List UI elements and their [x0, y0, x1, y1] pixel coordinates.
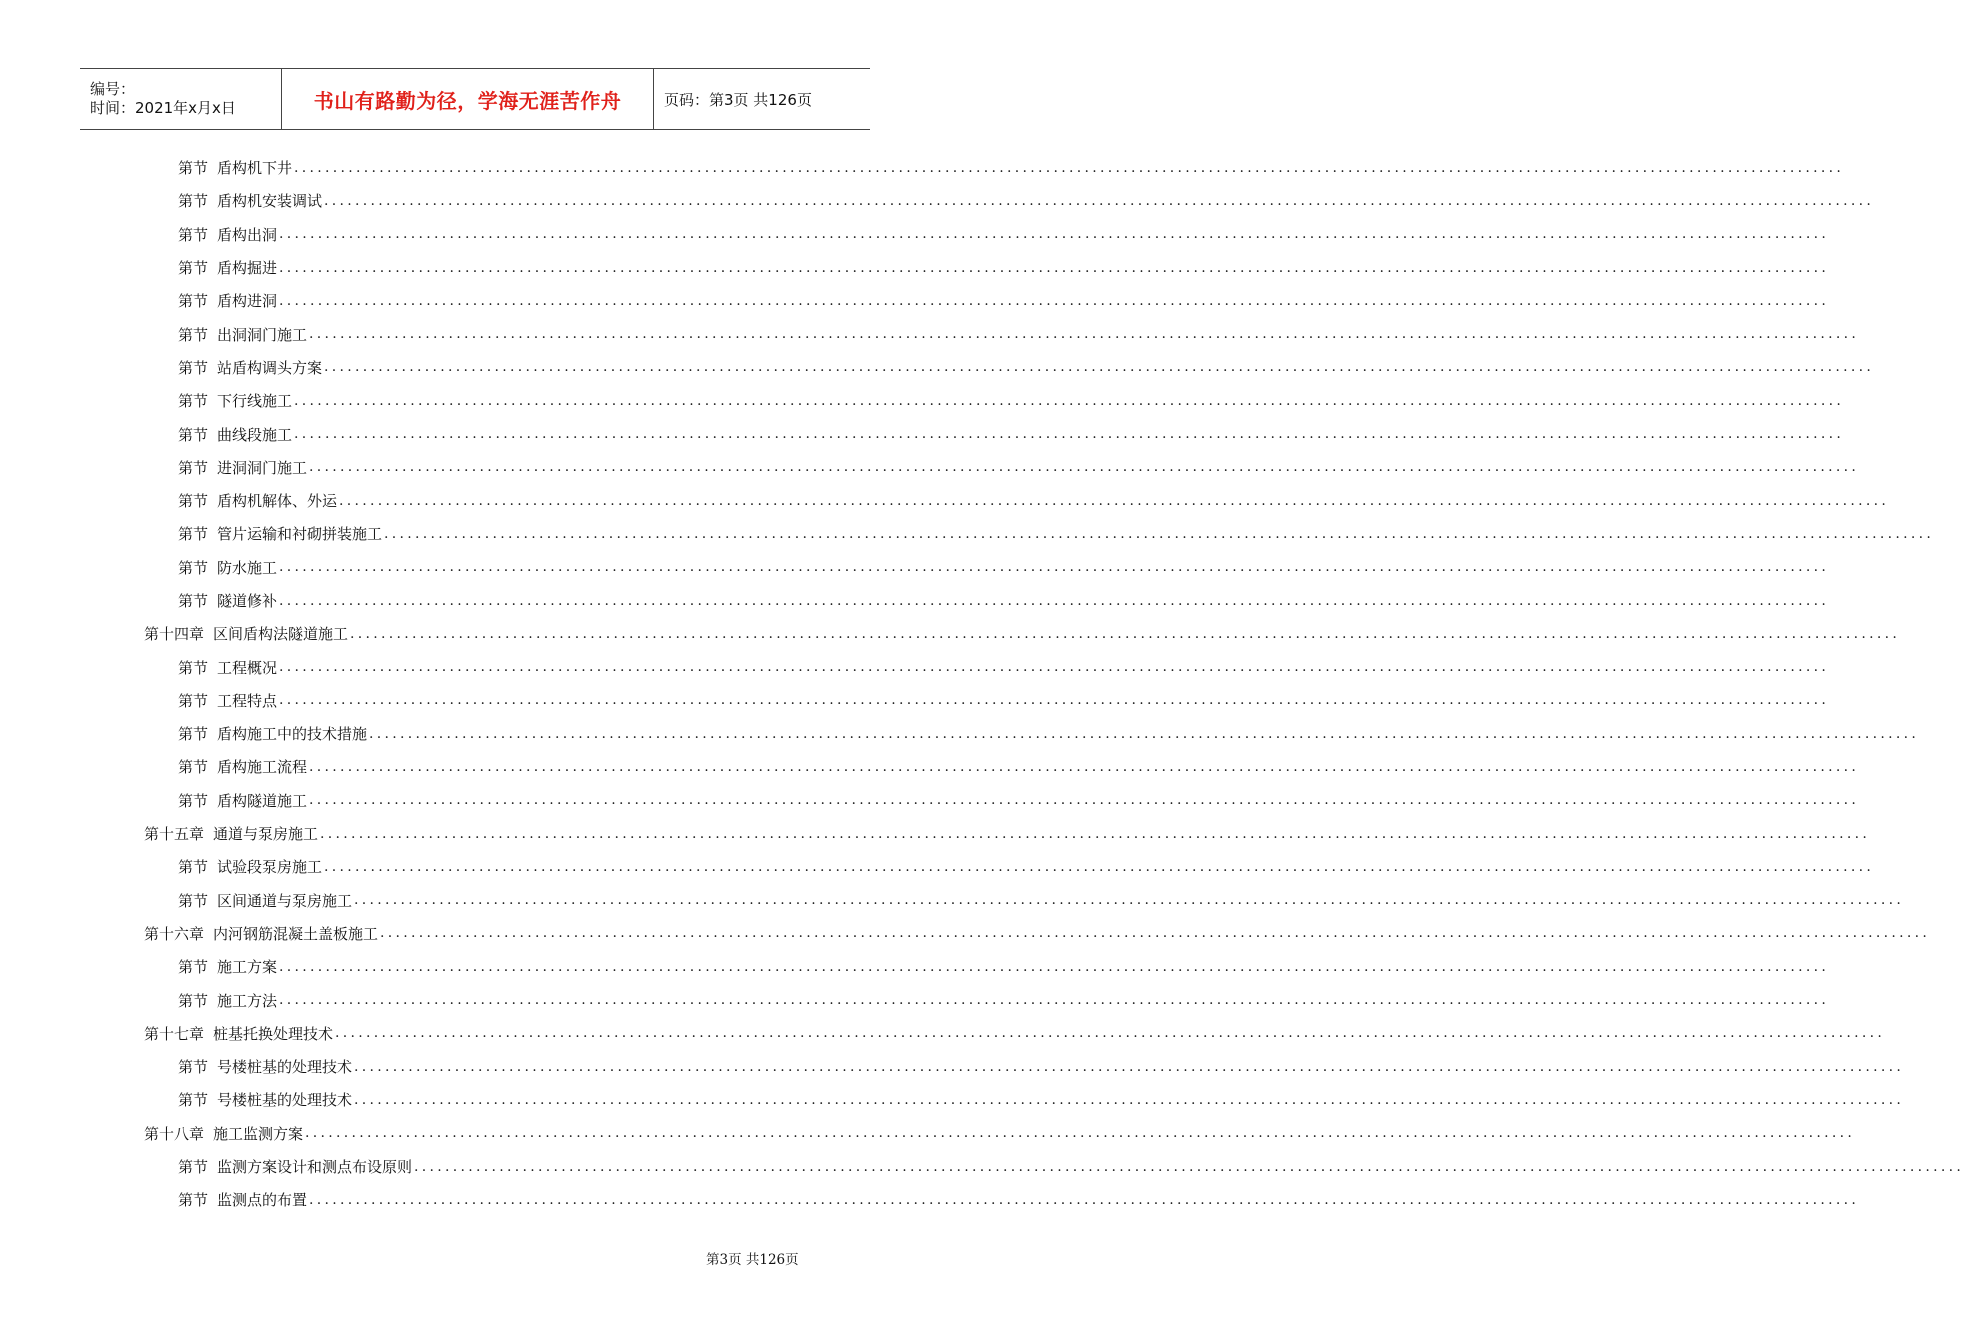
document-date: 时间：2021年x月x日 — [90, 99, 236, 117]
toc-section-entry[interactable] — [0, 950, 1830, 983]
toc-section-entry[interactable] — [0, 850, 1875, 883]
toc-entry-label — [178, 790, 309, 811]
toc-entry-title: 盾构机安装调试 — [217, 192, 323, 211]
toc-entry-number: 第节 — [178, 691, 209, 710]
toc-entry-label — [144, 823, 320, 844]
toc-chapter-entry[interactable] — [0, 1017, 1886, 1050]
toc-entry-number: 第节 — [178, 791, 209, 810]
toc-entry-number: 第节 — [178, 1091, 209, 1110]
toc-entry-title: 盾构施工中的技术措施 — [217, 725, 368, 744]
toc-leader-dots: ........................................................................................................................................................................................................ — [320, 825, 1871, 842]
toc-section-entry[interactable] — [0, 750, 1860, 783]
toc-entry-label — [178, 324, 309, 345]
toc-entry-number: 第节 — [178, 1191, 209, 1210]
toc-entry-number: 第节 — [178, 758, 209, 777]
toc-entry-number: 第节 — [178, 192, 209, 211]
toc-entry-number: 第节 — [178, 159, 209, 178]
header-page-number: 页码：第3页 共126页 — [664, 90, 812, 109]
toc-section-entry[interactable] — [0, 151, 1845, 184]
toc-entry-label — [178, 890, 354, 911]
toc-entry-title: 盾构机解体、外运 — [217, 492, 338, 511]
toc-entry-number: 第节 — [178, 259, 209, 278]
toc-leader-dots: ........................................................................................................................................................................................................ — [305, 1125, 1856, 1142]
toc-leader-dots: ........................................................................................................................................................................................................ — [279, 559, 1830, 576]
toc-entry-number: 第十五章 — [144, 825, 205, 844]
toc-leader-dots: ........................................................................................................................................................................................................ — [279, 958, 1830, 975]
toc-entry-number: 第十七章 — [144, 1024, 205, 1043]
toc-entry-label — [178, 357, 324, 378]
toc-section-entry[interactable] — [0, 1050, 1905, 1083]
toc-entry-label — [178, 723, 369, 744]
page-footer — [0, 1248, 950, 1268]
toc-entry-number: 第节 — [178, 592, 209, 610]
toc-section-entry[interactable] — [0, 284, 1830, 317]
toc-entry-number: 第节 — [178, 458, 209, 477]
toc-entry-number: 第节 — [178, 725, 209, 744]
toc-section-entry[interactable] — [0, 884, 1905, 917]
toc-entry-label — [178, 1089, 354, 1110]
toc-leader-dots: ........................................................................................................................................................................................................ — [380, 925, 1931, 942]
toc-entry-label — [178, 523, 384, 544]
toc-entry-title: 工程概况 — [217, 658, 278, 677]
toc-entry-label — [178, 657, 279, 678]
toc-chapter-entry[interactable] — [0, 617, 1901, 650]
document-number-label: 编号： — [90, 80, 136, 98]
toc-section-entry[interactable] — [0, 1150, 1964, 1183]
toc-entry-label — [144, 1023, 335, 1044]
toc-section-entry[interactable] — [0, 650, 1830, 683]
toc-entry-label — [178, 756, 309, 777]
motto-text: 书山有路勤为径，学海无涯苦作舟 — [313, 88, 622, 113]
toc-leader-dots: ........................................................................................................................................................................................................ — [279, 592, 1830, 609]
toc-section-entry[interactable] — [0, 317, 1860, 350]
toc-entry-title: 号楼桩基的处理技术 — [217, 1091, 353, 1110]
toc-entry-label — [178, 290, 279, 311]
toc-leader-dots: ........................................................................................................................................................................................................ — [309, 758, 1860, 775]
toc-entry-title: 站盾构调头方案 — [217, 358, 323, 377]
toc-leader-dots: ........................................................................................................................................................................................................ — [309, 459, 1860, 476]
toc-entry-title: 曲线段施工 — [217, 425, 293, 444]
toc-entry-title: 防水施工 — [217, 558, 278, 577]
toc-entry-title: 管片运输和衬砌拼装施工 — [217, 525, 383, 544]
toc-entry-title: 施工方法 — [217, 991, 278, 1010]
toc-entry-title: 下行线施工 — [217, 392, 293, 411]
toc-entry-title: 盾构隧道施工 — [217, 791, 308, 810]
toc-leader-dots: ........................................................................................................................................................................................................ — [354, 1058, 1905, 1075]
toc-leader-dots: ........................................................................................................................................................................................................ — [279, 259, 1830, 276]
toc-entry-number: 第十八章 — [144, 1124, 205, 1143]
toc-entry-number: 第十四章 — [144, 625, 205, 644]
toc-leader-dots: ........................................................................................................................................................................................................ — [354, 892, 1905, 909]
toc-leader-dots: ........................................................................................................................................................................................................ — [324, 858, 1875, 875]
toc-leader-dots: ........................................................................................................................................................................................................ — [279, 659, 1830, 676]
toc-section-entry[interactable] — [0, 1083, 1905, 1116]
toc-entry-label — [178, 856, 324, 877]
toc-section-entry[interactable] — [0, 584, 1830, 617]
toc-entry-label — [178, 590, 279, 611]
toc-section-entry[interactable] — [0, 251, 1830, 284]
toc-entry-label — [178, 1056, 354, 1077]
toc-leader-dots: ........................................................................................................................................................................................................ — [324, 359, 1875, 376]
toc-entry-number: 第节 — [178, 991, 209, 1010]
toc-leader-dots: ........................................................................................................................................................................................................ — [414, 1158, 1964, 1175]
toc-entry-title: 出洞洞门施工 — [217, 325, 308, 344]
toc-entry-label — [144, 1123, 305, 1144]
toc-entry-number: 第节 — [178, 325, 209, 344]
toc-leader-dots: ........................................................................................................................................................................................................ — [294, 159, 1845, 176]
toc-entry-number: 第节 — [178, 658, 209, 677]
toc-entry-title: 监测方案设计和测点布设原则 — [217, 1158, 413, 1177]
toc-entry-number: 第节 — [178, 525, 209, 544]
toc-leader-dots: ........................................................................................................................................................................................................ — [339, 492, 1890, 509]
toc-entry-label — [178, 490, 339, 511]
toc-entry-number: 第十六章 — [144, 924, 205, 943]
toc-entry-title: 内河钢筋混凝土盖板施工 — [213, 924, 379, 943]
toc-leader-dots: ........................................................................................................................................................................................................ — [369, 725, 1920, 742]
toc-entry-number: 第节 — [178, 558, 209, 577]
toc-entry-label — [178, 1189, 309, 1210]
toc-entry-label — [178, 690, 279, 711]
toc-section-entry[interactable] — [0, 484, 1890, 517]
toc-section-entry[interactable] — [0, 451, 1860, 484]
toc-entry-label — [178, 557, 279, 578]
toc-entry-title: 盾构机下井 — [217, 159, 293, 178]
toc-section-entry[interactable] — [0, 983, 1830, 1016]
toc-section-entry[interactable] — [0, 417, 1845, 450]
toc-entry-number: 第节 — [178, 1058, 209, 1077]
toc-entry-label — [178, 390, 294, 411]
toc-section-entry[interactable] — [0, 784, 1860, 817]
toc-entry-number: 第节 — [178, 225, 209, 244]
toc-entry-title: 盾构进洞 — [217, 292, 278, 311]
toc-leader-dots: ........................................................................................................................................................................................................ — [350, 625, 1901, 642]
toc-entry-label — [178, 956, 279, 977]
footer-page-number: 第3页 共126页 — [706, 1252, 799, 1268]
toc-leader-dots: ........................................................................................................................................................................................................ — [279, 292, 1830, 309]
header-meta — [80, 69, 282, 129]
toc-section-entry[interactable] — [0, 384, 1845, 417]
toc-leader-dots: ........................................................................................................................................................................................................ — [309, 792, 1860, 809]
toc-entry-number: 第节 — [178, 492, 209, 511]
header-page-info — [654, 69, 870, 129]
toc-entry-label — [178, 990, 279, 1011]
toc-entry-title: 隧道修补 — [217, 592, 278, 610]
toc-entry-title: 区间通道与泵房施工 — [217, 891, 353, 910]
toc-section-entry[interactable] — [0, 717, 1920, 750]
toc-leader-dots: ........................................................................................................................................................................................................ — [279, 992, 1830, 1009]
toc-entry-title: 监测点的布置 — [217, 1191, 308, 1210]
toc-entry-label — [178, 224, 279, 245]
toc-entry-number: 第节 — [178, 891, 209, 910]
toc-entry-title: 试验段泵房施工 — [217, 858, 323, 877]
toc-entry-title: 工程特点 — [217, 691, 278, 710]
toc-leader-dots: ........................................................................................................................................................................................................ — [324, 192, 1875, 209]
toc-entry-title: 盾构施工流程 — [217, 758, 308, 777]
toc-leader-dots: ........................................................................................................................................................................................................ — [294, 426, 1845, 443]
toc-leader-dots: ........................................................................................................................................................................................................ — [279, 692, 1830, 709]
toc-entry-title: 盾构掘进 — [217, 259, 278, 278]
toc-entry-title: 号楼桩基的处理技术 — [217, 1058, 353, 1077]
toc-entry-number: 第节 — [178, 425, 209, 444]
toc-leader-dots: ........................................................................................................................................................................................................ — [294, 392, 1845, 409]
toc-entry-title: 施工方案 — [217, 958, 278, 977]
toc-section-entry[interactable] — [0, 517, 1935, 550]
toc-entry-label — [178, 457, 309, 478]
toc-section-entry[interactable] — [0, 218, 1830, 251]
toc-section-entry[interactable] — [0, 684, 1830, 717]
toc-entry-label — [178, 190, 324, 211]
toc-entry-label — [178, 257, 279, 278]
toc-section-entry[interactable] — [0, 551, 1830, 584]
toc-entry-number: 第节 — [178, 292, 209, 311]
toc-section-entry[interactable] — [0, 1183, 1860, 1216]
table-of-contents — [0, 151, 1964, 1217]
toc-chapter-entry[interactable] — [0, 917, 1931, 950]
toc-entry-number: 第节 — [178, 392, 209, 411]
toc-entry-title: 区间盾构法隧道施工 — [213, 625, 349, 644]
toc-section-entry[interactable] — [0, 184, 1875, 217]
toc-leader-dots: ........................................................................................................................................................................................................ — [354, 1091, 1905, 1108]
toc-leader-dots: ........................................................................................................................................................................................................ — [309, 326, 1860, 343]
toc-entry-number: 第节 — [178, 358, 209, 377]
toc-entry-title: 盾构出洞 — [217, 225, 278, 244]
toc-entry-number: 第节 — [178, 858, 209, 877]
toc-chapter-entry[interactable] — [0, 1117, 1856, 1150]
toc-leader-dots: ........................................................................................................................................................................................................ — [309, 1191, 1860, 1208]
toc-entry-title: 通道与泵房施工 — [213, 825, 319, 844]
page-header — [80, 68, 870, 130]
toc-entry-title: 施工监测方案 — [213, 1124, 304, 1143]
toc-leader-dots: ........................................................................................................................................................................................................ — [384, 525, 1935, 542]
toc-leader-dots: ........................................................................................................................................................................................................ — [335, 1025, 1886, 1042]
toc-entry-title: 进洞洞门施工 — [217, 458, 308, 477]
toc-entry-label — [178, 424, 294, 445]
toc-entry-label — [178, 157, 294, 178]
toc-entry-number: 第节 — [178, 1158, 209, 1177]
toc-leader-dots: ........................................................................................................................................................................................................ — [279, 226, 1830, 243]
toc-chapter-entry[interactable] — [0, 817, 1871, 850]
toc-section-entry[interactable] — [0, 351, 1875, 384]
toc-entry-label — [178, 1156, 414, 1177]
header-motto — [282, 69, 654, 129]
toc-entry-label — [144, 623, 350, 644]
toc-entry-number: 第节 — [178, 958, 209, 977]
toc-entry-title: 桩基托换处理技术 — [213, 1024, 334, 1043]
toc-entry-label — [144, 923, 380, 944]
